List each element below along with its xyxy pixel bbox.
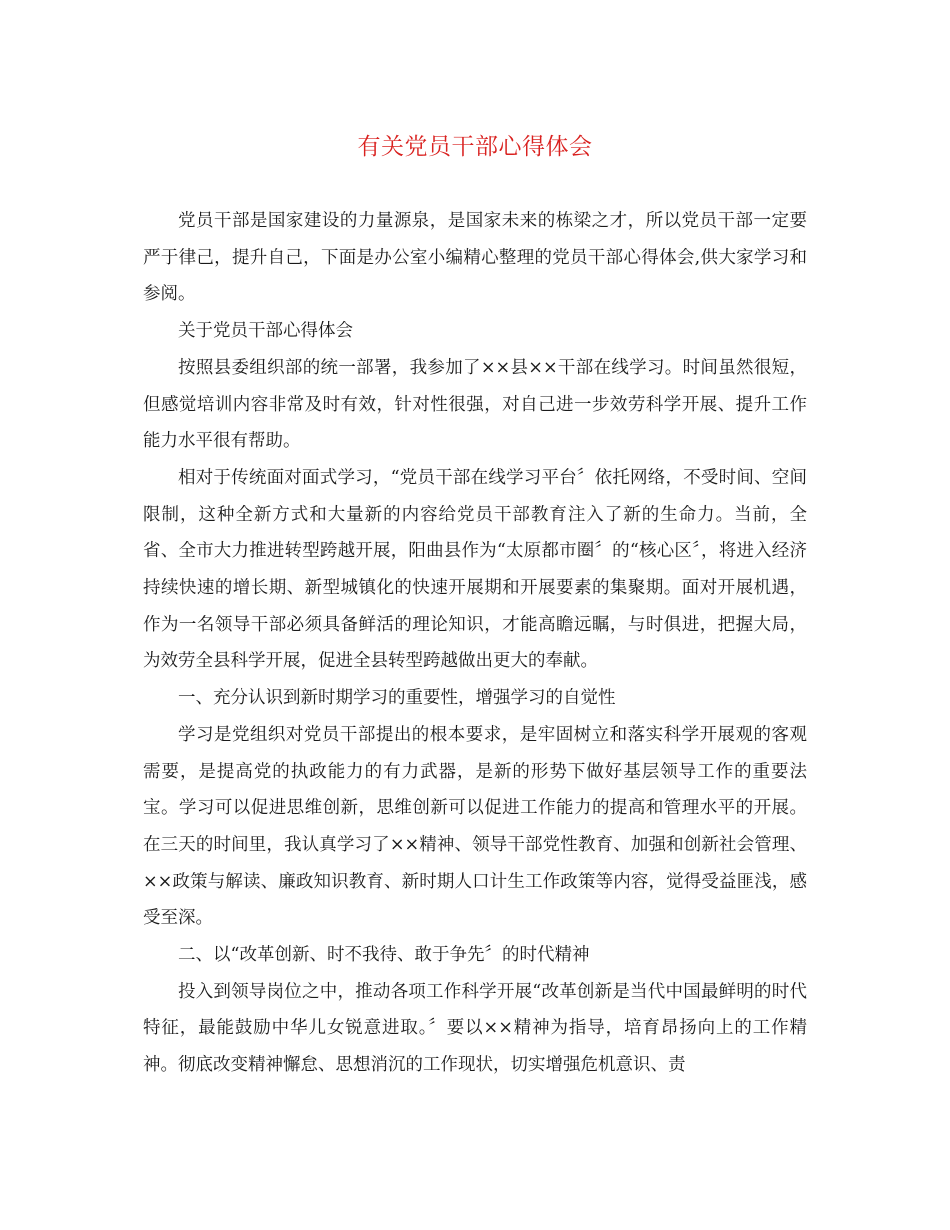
- paragraph-training: 按照县委组织部的统一部署，我参加了××县××干部在线学习。时间虽然很短，但感觉培训内容非常及时有效，针对性很强，对自己进一步效劳科学开展、提升工作能力水平很有帮助。: [143, 357, 807, 452]
- section-heading-two: 二、以“改革创新、时不我待、敢于争先〞的时代精神: [178, 945, 590, 966]
- paragraph-learning-importance: 学习是党组织对党员干部提出的根本要求，是牢固树立和落实科学开展观的客观需要，是提高党的执政能力的有力武器，是新的形势下做好基层领导工作的重要法宝。学习可以促进思维创新，思维创新可以促进工作能力的提高和管理水平的开展。在三天的时间里，我认真学习了××精神、领导干部党性教育、加强和创新社会管理、××政策与解读、廉政知识教育、新时期人口计生工作政策等内容，觉得受益匪浅，感受至深。: [143, 724, 807, 929]
- section-heading-about: 关于党员干部心得体会: [178, 321, 353, 342]
- document-body: [143, 203, 807, 1084]
- paragraph-intro: 党员干部是国家建设的力量源泉，是国家未来的栋梁之才，所以党员干部一定要严于律己，提升自己，下面是办公室小编精心整理的党员干部心得体会,供大家学习和参阅。: [143, 211, 807, 305]
- section-heading-one: 一、充分认识到新时期学习的重要性，增强学习的自觉性: [178, 688, 616, 709]
- paragraph-online-learning: 相对于传统面对面式学习，“党员干部在线学习平台〞依托网络，不受时间、空间限制，这种全新方式和大量新的内容给党员干部教育注入了新的生命力。当前，全省、全市大力推进转型跨越开展，阳曲县作为“太原都市圈〞的“核心区〞，将进入经济持续快速的增长期、新型城镇化的快速开展期和开展要素的集聚期。面对开展机遇，作为一名领导干部必须具备鲜活的理论知识，才能高瞻远瞩，与时俱进，把握大局，为效劳全县科学开展，促进全县转型跨越做出更大的奉献。: [143, 467, 807, 672]
- paragraph-reform-spirit: 投入到领导岗位之中，推动各项工作科学开展“改革创新是当代中国最鲜明的时代特征，最能鼓励中华儿女锐意进取。〞要以××精神为指导，培育昂扬向上的工作精神。彻底改变精神懈怠、思想消沉的工作现状，切实增强危机意识、责: [143, 981, 807, 1076]
- document-title: 有关党员干部心得体会: [357, 134, 593, 160]
